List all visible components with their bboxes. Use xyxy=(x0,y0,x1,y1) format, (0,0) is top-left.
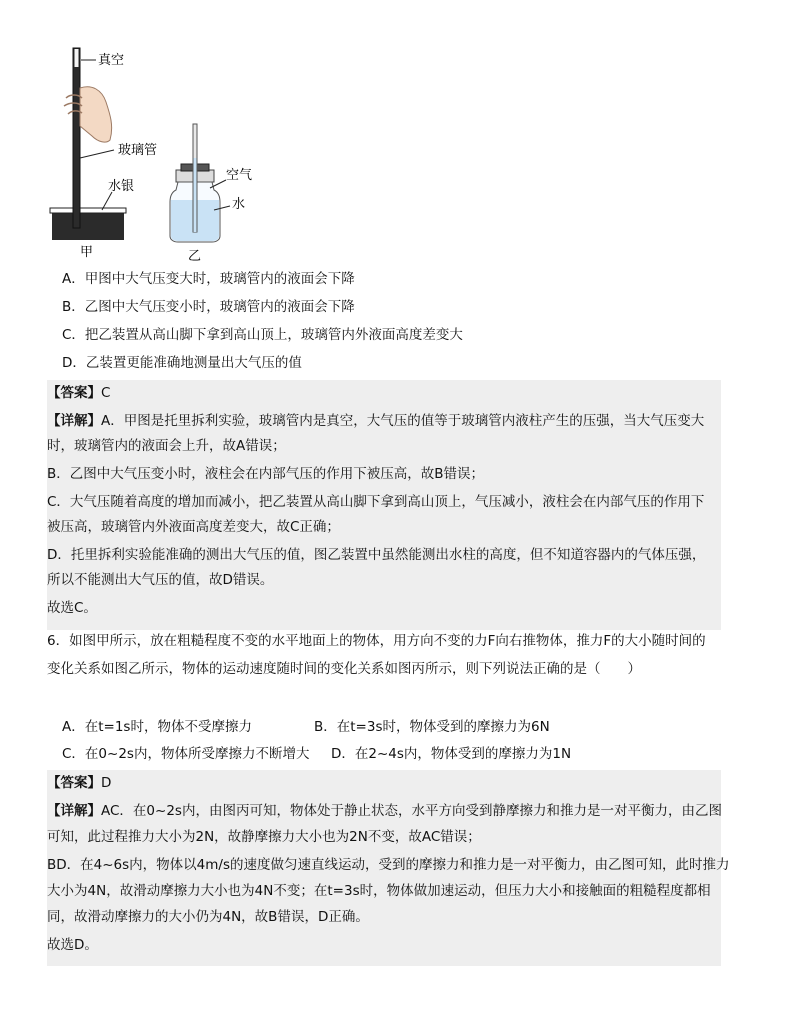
q5-detail-tag: 【详解】 xyxy=(47,413,101,429)
q6-option-b: B．在t=3s时，物体受到的摩擦力为6N xyxy=(314,719,550,735)
q5-answer-value: C xyxy=(101,385,111,401)
label-vacuum: 真空 xyxy=(98,53,125,68)
label-jia: 甲 xyxy=(80,245,94,260)
q5-option-c: C．把乙装置从高山脚下拿到高山顶上，玻璃管内外液面高度差变大 xyxy=(62,327,463,343)
apparatus-diagram xyxy=(40,40,280,270)
label-yi: 乙 xyxy=(188,249,202,264)
label-water: 水 xyxy=(232,197,246,212)
q6-detail-tag: 【详解】 xyxy=(47,803,101,819)
q5-detail-line-3: B．乙图中大气压变小时，液柱会在内部气压的作用下被压高，故B错误； xyxy=(47,466,485,482)
label-air: 空气 xyxy=(226,168,253,183)
q6-detail-line-1: 【详解】AC．在0~2s内，由图丙可知，物体处于静止状态，水平方向受到静摩擦力和推力是一对平衡力，由乙图 xyxy=(47,803,722,819)
glass-tube-jia xyxy=(73,48,80,228)
q5-detail-line-7: 所以不能测出大气压的值，故D错误。 xyxy=(47,572,274,588)
vacuum-region xyxy=(75,49,79,67)
q6-answer-block xyxy=(47,770,730,966)
q5-answer-tag: 【答案】 xyxy=(47,385,101,401)
q6-option-a: A．在t=1s时，物体不受摩擦力 xyxy=(62,719,252,735)
q5-detail-line-2: 时，玻璃管内的液面会上升，故A错误； xyxy=(47,438,286,454)
q5-option-a: A．甲图中大气压变大时，玻璃管内的液面会下降 xyxy=(62,271,355,287)
q6-option-c: C．在0~2s内，物体所受摩擦力不断增大 xyxy=(62,746,310,762)
q5-option-d: D．乙装置更能准确地测量出大气压的值 xyxy=(62,355,302,371)
q6-option-d: D．在2~4s内，物体受到的摩擦力为1N xyxy=(331,746,572,762)
q5-detail-line-5: 被压高，玻璃管内外液面高度差变大，故C正确； xyxy=(47,519,340,535)
apparatus-figure xyxy=(40,40,280,270)
q6-answer xyxy=(47,773,111,793)
q6-answer-tag: 【答案】 xyxy=(47,775,101,791)
q5-answer-block xyxy=(47,380,721,630)
mercury-trough xyxy=(52,212,124,240)
label-mercury: 水银 xyxy=(108,179,135,194)
q6-detail-line-2: 可知，此过程推力大小为2N，故静摩擦力大小也为2N不变，故AC错误； xyxy=(47,829,481,845)
q5-detail-line-1: 【详解】A．甲图是托里拆利实验，玻璃管内是真空，大气压的值等于玻璃管内液柱产生的压强，当大气压变大 xyxy=(47,413,705,429)
hand-illustration xyxy=(80,87,112,142)
q5-option-b: B．乙图中大气压变小时，玻璃管内的液面会下降 xyxy=(62,299,355,315)
q6-detail-line-3: BD．在4~6s内，物体以4m/s的速度做匀速直线运动，受到的摩擦力和推力是一对平衡力，由乙图可知，此时推力 xyxy=(47,857,730,873)
q5-detail-line-8: 故选C。 xyxy=(47,600,97,616)
q5-detail-line-4: C．大气压随着高度的增加而减小，把乙装置从高山脚下拿到高山顶上，气压减小，液柱会在内部气压的作用下 xyxy=(47,494,705,510)
q6-detail-line-6: 故选D。 xyxy=(47,937,98,953)
q6-detail-line-4: 大小为4N，故滑动摩擦力大小也为4N不变；在t=3s时，物体做加速运动，但压力大小和接触面的粗糙程度都相 xyxy=(47,883,711,899)
q6-detail-line-5: 同，故滑动摩擦力的大小仍为4N，故B错误，D正确。 xyxy=(47,909,369,925)
q5-answer xyxy=(47,383,110,403)
label-glass-tube: 玻璃管 xyxy=(118,143,158,158)
q5-detail-line-6: D．托里拆利实验能准确的测出大气压的值，图乙装置中虽然能测出水柱的高度，但不知道容器内的气体压强， xyxy=(47,547,706,563)
q6-stem-line-1: 6．如图甲所示，放在粗糙程度不变的水平地面上的物体，用方向不变的力F向右推物体，推力F的大小随时间的 xyxy=(47,633,706,649)
q6-answer-value: D xyxy=(101,775,112,791)
q6-stem-line-2: 变化关系如图乙所示，物体的运动速度随时间的变化关系如图丙所示，则下列说法正确的是（ ） xyxy=(47,661,641,677)
